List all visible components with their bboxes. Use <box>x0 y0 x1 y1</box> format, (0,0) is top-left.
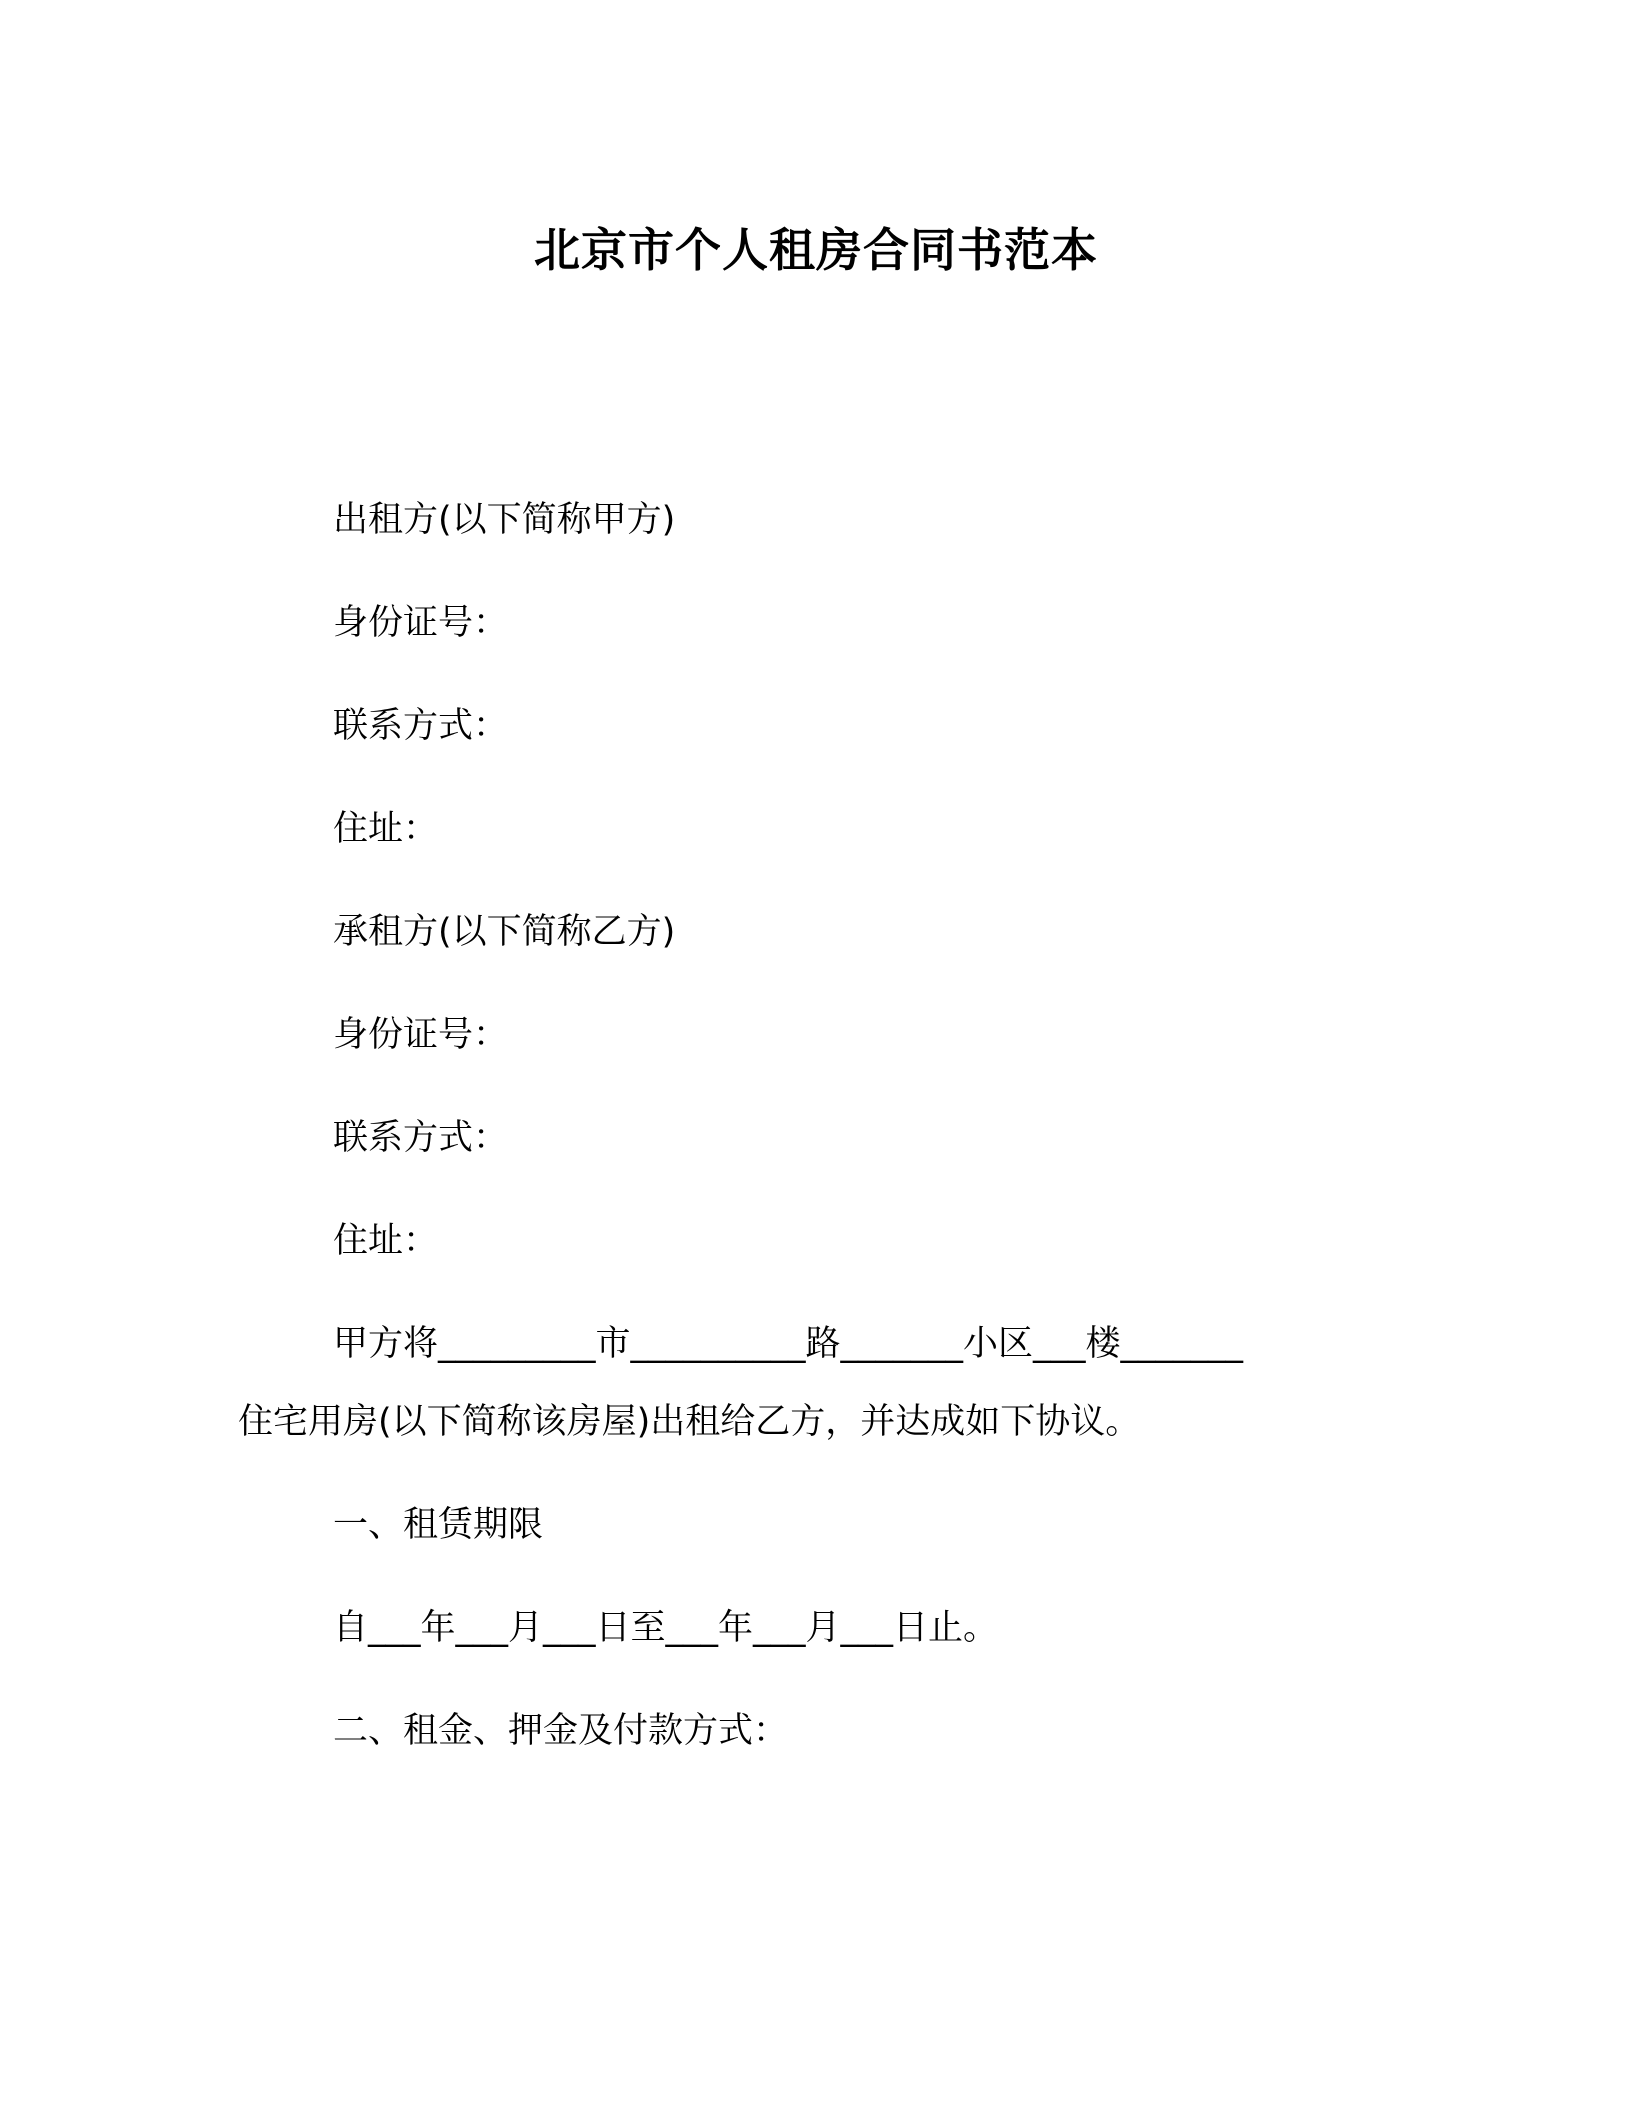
property-location-line: 甲方将_________市__________路_______小区___楼_______ <box>333 1324 1244 1364</box>
lessor-contact: 联系方式： <box>333 706 509 746</box>
lessee-id-number: 身份证号： <box>333 1015 509 1055</box>
document-title: 北京市个人租房合同书范本 <box>534 223 1098 277</box>
lessor-id-number: 身份证号： <box>333 603 509 643</box>
lessee-contact: 联系方式： <box>333 1118 509 1158</box>
property-location-continuation: 住宅用房(以下简称该房屋)出租给乙方，并达成如下协议。 <box>238 1402 1141 1442</box>
lessee-heading: 承租方(以下简称乙方) <box>333 912 676 952</box>
section-lease-term-heading: 一、租赁期限 <box>333 1505 544 1545</box>
lessor-address: 住址： <box>333 809 439 849</box>
lessee-address: 住址： <box>333 1221 439 1261</box>
section-rent-deposit-heading: 二、租金、押金及付款方式： <box>333 1711 789 1751</box>
lessor-heading: 出租方(以下简称甲方) <box>333 500 676 540</box>
lease-term-dates: 自___年___月___日至___年___月___日止。 <box>333 1608 999 1648</box>
